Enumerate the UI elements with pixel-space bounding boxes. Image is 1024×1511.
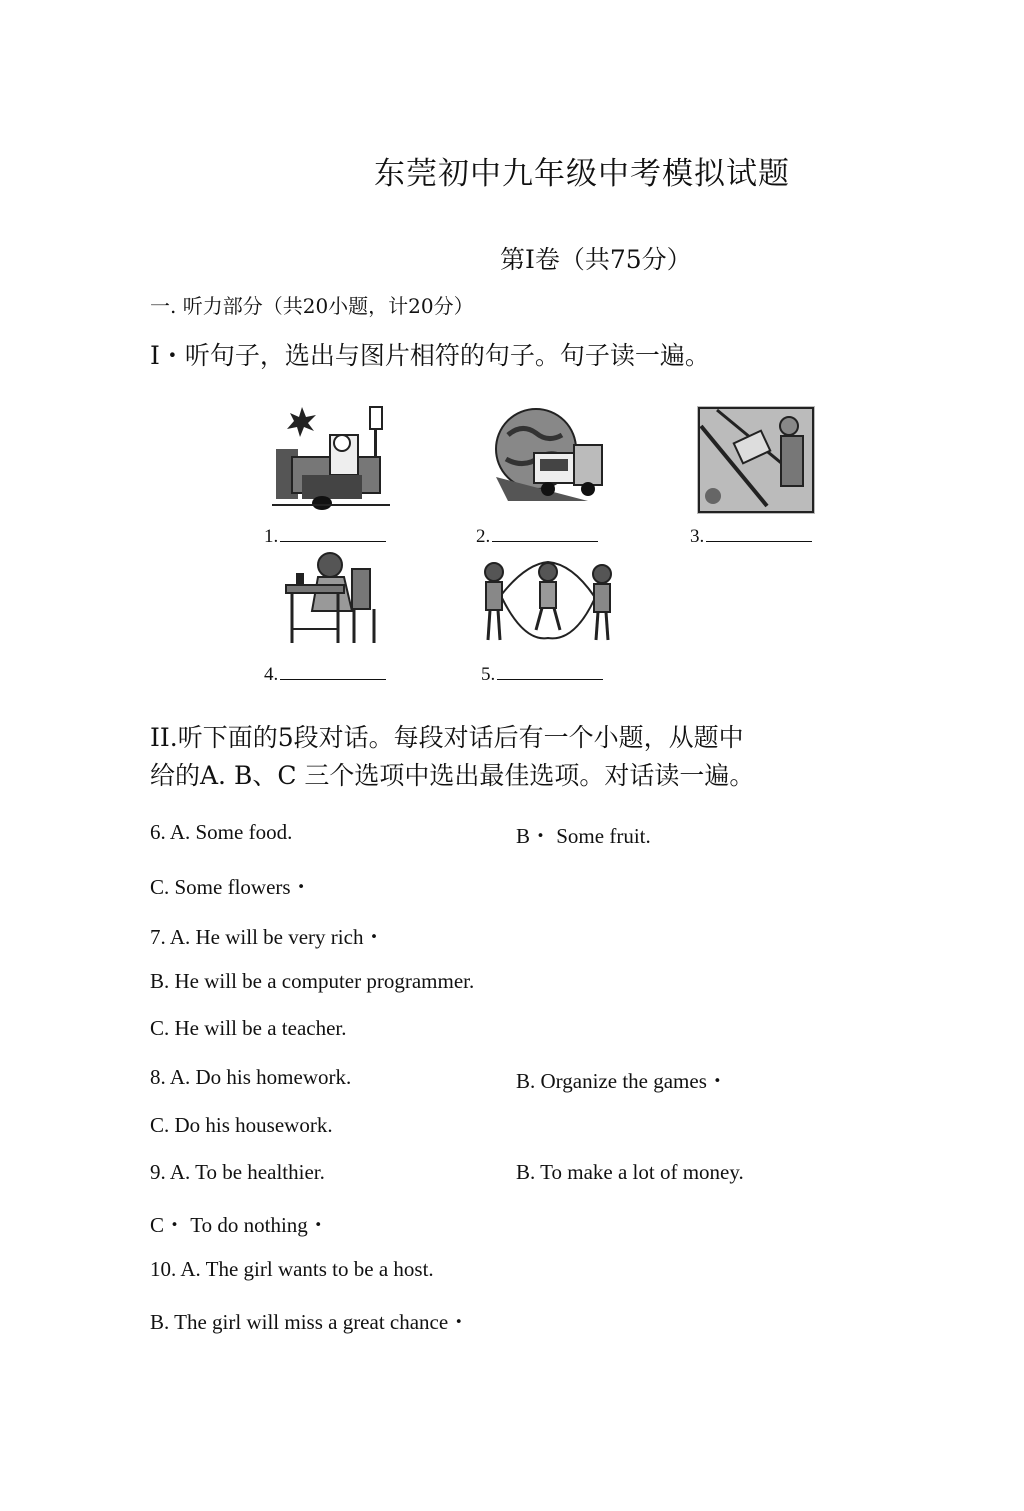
sleeping-on-sofa-picture [272,405,390,513]
q8-option-a: 8. A. Do his homework. [150,1065,352,1089]
q8-option-c: C. Do his housework. [150,1113,333,1137]
kids-jumping-rope-picture [478,558,620,644]
section-heading-listening: 一. 听力部分（共20小题，计20分） [150,294,474,318]
q6-option-c: C. Some flowers・ [150,875,312,899]
q9-option-b: B. To make a lot of money. [516,1160,744,1184]
stargazing-with-telescope-picture [697,406,815,514]
globe-and-truck-picture [488,405,606,505]
q7-option-a: 7. A. He will be very rich・ [150,925,385,949]
student-at-desk-picture [282,549,382,647]
q7-option-c: C. He will be a teacher. [150,1016,347,1040]
q6-option-a: 6. A. Some food. [150,820,293,844]
exam-title: 东莞初中九年级中考模拟试题 [374,156,790,192]
q10-option-a: 10. A. The girl wants to be a host. [150,1257,434,1281]
q6-option-b: B・ Some fruit. [516,824,651,848]
q9-option-c: C・ To do nothing・ [150,1213,329,1237]
part2-instruction-line2: 给的A. B、C 三个选项中选出最佳选项。对话读一遍。 [150,761,755,790]
q7-option-b: B. He will be a computer programmer. [150,969,475,993]
picture-2-blank[interactable]: 2. [476,526,598,548]
part1-instruction: I・听句子，选出与图片相符的句子。句子读一遍。 [150,341,710,370]
part2-instruction-line1: II.听下面的5段对话。每段对话后有一个小题，从题中 [150,723,744,752]
picture-1-blank[interactable]: 1. [264,526,386,548]
picture-3-blank[interactable]: 3. [690,526,812,548]
picture-4-blank[interactable]: 4. [264,664,386,686]
volume-heading: 第Ⅰ卷（共75分） [500,245,692,274]
picture-5-blank[interactable]: 5. [481,664,603,686]
q8-option-b: B. Organize the games・ [516,1069,728,1093]
q9-option-a: 9. A. To be healthier. [150,1160,325,1184]
q10-option-b: B. The girl will miss a great chance・ [150,1310,470,1334]
